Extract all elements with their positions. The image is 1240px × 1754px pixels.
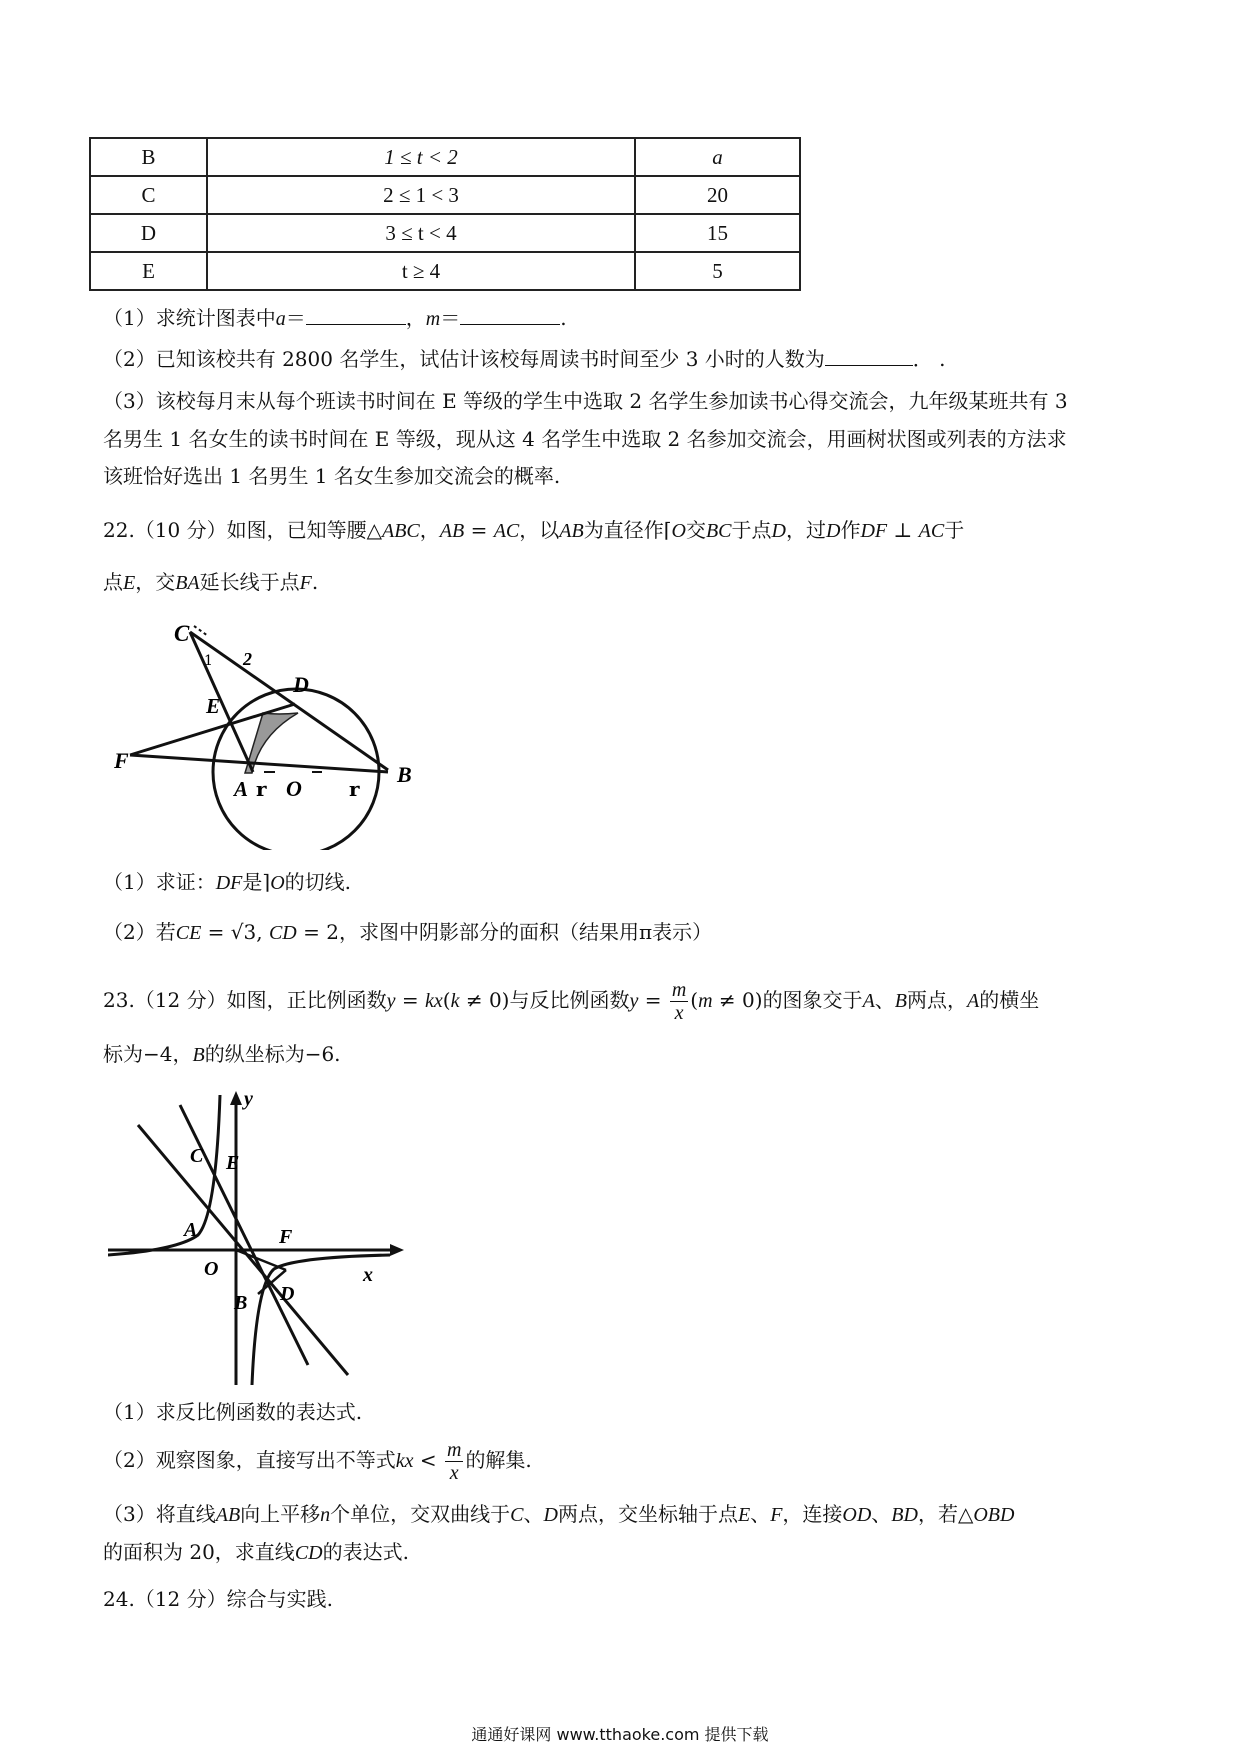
answer-blank-count[interactable] [825, 347, 913, 366]
table-row [90, 214, 800, 252]
table-cell-count: 15 [635, 214, 800, 252]
q21-part2: （2）已知该校共有 2800 名学生，试估计该校每周读书时间至少 3 小时的人数为 ． . [103, 347, 946, 371]
q24-title: 24.（12 分）综合与实践. [103, 1587, 333, 1611]
fraction-m-over-x: $\frac{m}{x}$ [671, 979, 687, 1024]
label-b: B [234, 1292, 248, 1314]
hyperbola-branch-q2 [108, 1095, 220, 1255]
label-y: y [244, 1088, 253, 1110]
table-cell-grade: D [90, 214, 207, 252]
table-row [90, 138, 800, 176]
q22-stem-line2: 点E，交BA延长线于点F. [103, 570, 319, 594]
label-c: C [190, 1145, 204, 1167]
q23-part2: （2）观察图象，直接写出不等式kx < $\frac{m}{x}$ 的解集. [103, 1439, 532, 1484]
label-d: D [293, 672, 309, 697]
q22-part1: （1）求证：DF是⌉O的切线. [103, 870, 352, 894]
label-b: B [397, 762, 412, 787]
table-row [90, 176, 800, 214]
table-cell-count: 20 [635, 176, 800, 214]
label-e: E [206, 694, 221, 718]
label-o: O [286, 776, 302, 801]
x-axis-arrow [390, 1244, 404, 1256]
q22-part2: （2）若CE = √3, CD = 2，求图中阴影部分的面积（结果用π表示） [103, 920, 713, 944]
answer-blank-m[interactable] [460, 306, 560, 325]
table-cell-grade: B [90, 138, 207, 176]
q22-circle-figure [110, 620, 440, 850]
label-d: D [280, 1283, 295, 1305]
q23-part1: （1）求反比例函数的表达式. [103, 1400, 363, 1424]
label-o: O [204, 1258, 219, 1280]
q23-graph-figure [108, 1085, 408, 1385]
q21-part1: （1）求统计图表中a＝ ，m＝ . [103, 306, 567, 330]
table-cell-grade: E [90, 252, 207, 290]
q21-part3-line3: 该班恰好选出 1 名男生 1 名女生参加交流会的概率. [103, 464, 561, 488]
label-2: 2 [243, 649, 252, 669]
label-e: E [226, 1152, 240, 1174]
q21-part3-line1: （3）该校每月末从每个班读书时间在 E 等级的学生中选取 2 名学生参加读书心得交流会，九年级某班共有 3 [103, 389, 1068, 413]
fraction-m-over-x: $\frac{m}{x}$ [446, 1439, 462, 1484]
table-cell-count: 5 [635, 252, 800, 290]
q23-part3-line2: 的面积为 20，求直线CD的表达式. [103, 1540, 409, 1564]
label-a: A [234, 777, 249, 801]
q23-stem-line2: 标为−4，B的纵坐标为−6. [103, 1042, 341, 1066]
label-x: x [363, 1264, 373, 1286]
q23-stem-line1: 23.（12 分）如图，正比例函数y = kx(k ≠ 0)与反比例函数y = $\frac{m}{x}$ (m ≠ 0)的图象交于A、B两点，A的横坐 [103, 979, 1040, 1024]
label-r1: r [256, 777, 267, 801]
reading-time-table [89, 137, 801, 291]
label-f: F [279, 1226, 293, 1248]
label-c: C [174, 621, 190, 646]
label-a: A [184, 1219, 198, 1241]
table-cell-range: 1 ≤ t < 2 [207, 138, 635, 176]
label-1: 1 [204, 653, 213, 669]
label-f: F [114, 748, 129, 773]
label-r2: r [349, 777, 360, 801]
table-cell-range: t ≥ 4 [207, 252, 635, 290]
answer-blank-a[interactable] [306, 306, 406, 325]
table-cell-grade: C [90, 176, 207, 214]
y-axis-arrow [230, 1091, 242, 1105]
table-cell-count: a [635, 138, 800, 176]
table-cell-range: 2 ≤ 1 < 3 [207, 176, 635, 214]
q23-part3-line1: （3）将直线AB向上平移n个单位，交双曲线于C、D两点，交坐标轴于点E、F，连接OD、BD，若△OBD [103, 1502, 1015, 1526]
table-cell-range: 3 ≤ t < 4 [207, 214, 635, 252]
q21-part3-line2: 名男生 1 名女生的读书时间在 E 等级，现从这 4 名学生中选取 2 名参加交流会，用画树状图或列表的方法求 [103, 427, 1067, 451]
page-footer: 通通好课网 www.tthaoke.com 提供下载 [471, 1725, 769, 1744]
q22-stem-line1: 22.（10 分）如图，已知等腰△ABC，AB = AC，以AB为直径作⌈O交BC于点D，过D作DF ⊥ AC于 [103, 518, 965, 542]
table-row [90, 252, 800, 290]
line-fb [130, 755, 388, 772]
